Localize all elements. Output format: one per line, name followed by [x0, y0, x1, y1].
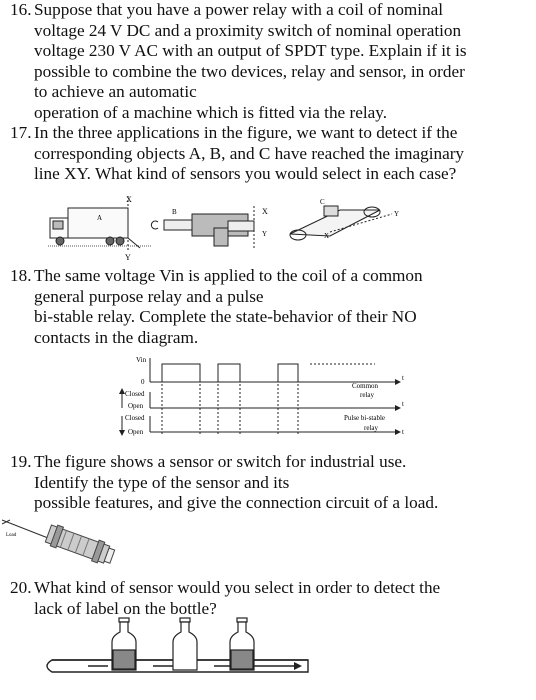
pulse-relay-label: relay — [364, 424, 378, 432]
fig-label-y1: Y — [125, 253, 131, 262]
t-label: t — [402, 400, 404, 408]
question-number: 16. — [10, 0, 32, 19]
open-label: Open — [128, 402, 144, 410]
question-text-line: possible to combine the two devices, relay and sensor, in order — [34, 61, 465, 81]
fig-label-x2: X — [262, 207, 268, 216]
t-label: t — [402, 374, 404, 382]
bottles-figure — [38, 614, 318, 696]
question-text-line: operation of a machine which is fitted via the relay. — [34, 102, 388, 122]
question-text-line: bi-stable relay. Complete the state-behavior of their NO — [34, 307, 417, 326]
truck-figure — [48, 196, 152, 252]
question-number: 20. — [10, 578, 32, 597]
question-text-line: In the three applications in the figure, we want to detect if the — [34, 123, 458, 142]
question-20 — [10, 578, 528, 619]
question-text-line: The figure shows a sensor or switch for industrial use. — [34, 452, 407, 471]
fig-label-y2: Y — [262, 230, 268, 238]
fig-label-a: A — [97, 214, 103, 222]
bottle-labeled — [230, 618, 254, 670]
zero-label: 0 — [141, 378, 145, 386]
question-text-line: voltage 230 V AC with an output of SPDT type. Explain if it is — [34, 41, 467, 60]
t-label: t — [402, 428, 404, 436]
fig-label-c: C — [320, 198, 325, 206]
sensor-figure — [0, 506, 130, 568]
closed-label: Closed — [125, 414, 145, 422]
load-label: Load — [6, 533, 17, 538]
question-16 — [10, 0, 528, 123]
fig-label-b: B — [172, 208, 177, 216]
question-19 — [10, 452, 528, 514]
question-text-line: What kind of sensor would you select in order to detect the — [34, 578, 441, 597]
cylinder-figure — [151, 206, 254, 248]
question-text-line: Suppose that you have a power relay with a coil of nominal — [34, 0, 444, 19]
question-text-line: voltage 24 V DC and a proximity switch of nominal operation — [34, 20, 462, 40]
closed-label: Closed — [125, 390, 145, 398]
question-number: 19. — [10, 452, 32, 471]
conveyor-figure — [290, 206, 392, 240]
question-text-line: line XY. What kind of sensors you would select in each case? — [34, 164, 457, 183]
timing-diagram — [110, 350, 410, 444]
common-relay-label: relay — [360, 391, 374, 399]
bottle-labeled — [112, 618, 136, 670]
question-text-line: to achieve an automatic — [34, 82, 197, 101]
vin-label: Vin — [136, 356, 147, 364]
question-text-line: lack of label on the bottle? — [34, 598, 217, 618]
fig-label-x1: X — [126, 195, 132, 204]
question-text-line: corresponding objects A, B, and C have reached the imaginary — [34, 143, 465, 163]
fig-label-x3: X — [324, 232, 330, 240]
fig-label-y3: Y — [394, 210, 400, 218]
common-relay-label: Common — [352, 382, 379, 390]
open-label: Open — [128, 428, 144, 436]
question-18 — [10, 266, 528, 348]
question-17 — [10, 123, 528, 185]
question-text-line: Identify the type of the sensor and its — [34, 472, 290, 492]
bottle-unlabeled — [173, 618, 197, 670]
question-number: 18. — [10, 266, 32, 285]
question-text-line: general purpose relay and a pulse — [34, 286, 264, 306]
question-text-line: contacts in the diagram. — [34, 327, 199, 347]
figure-q17 — [40, 192, 460, 262]
question-number: 17. — [10, 123, 32, 142]
question-text-line: The same voltage Vin is applied to the coil of a common — [34, 266, 423, 285]
question-text-line: possible features, and give the connection circuit of a load. — [34, 493, 439, 512]
pulse-relay-label: Pulse bi-stable — [344, 414, 386, 422]
